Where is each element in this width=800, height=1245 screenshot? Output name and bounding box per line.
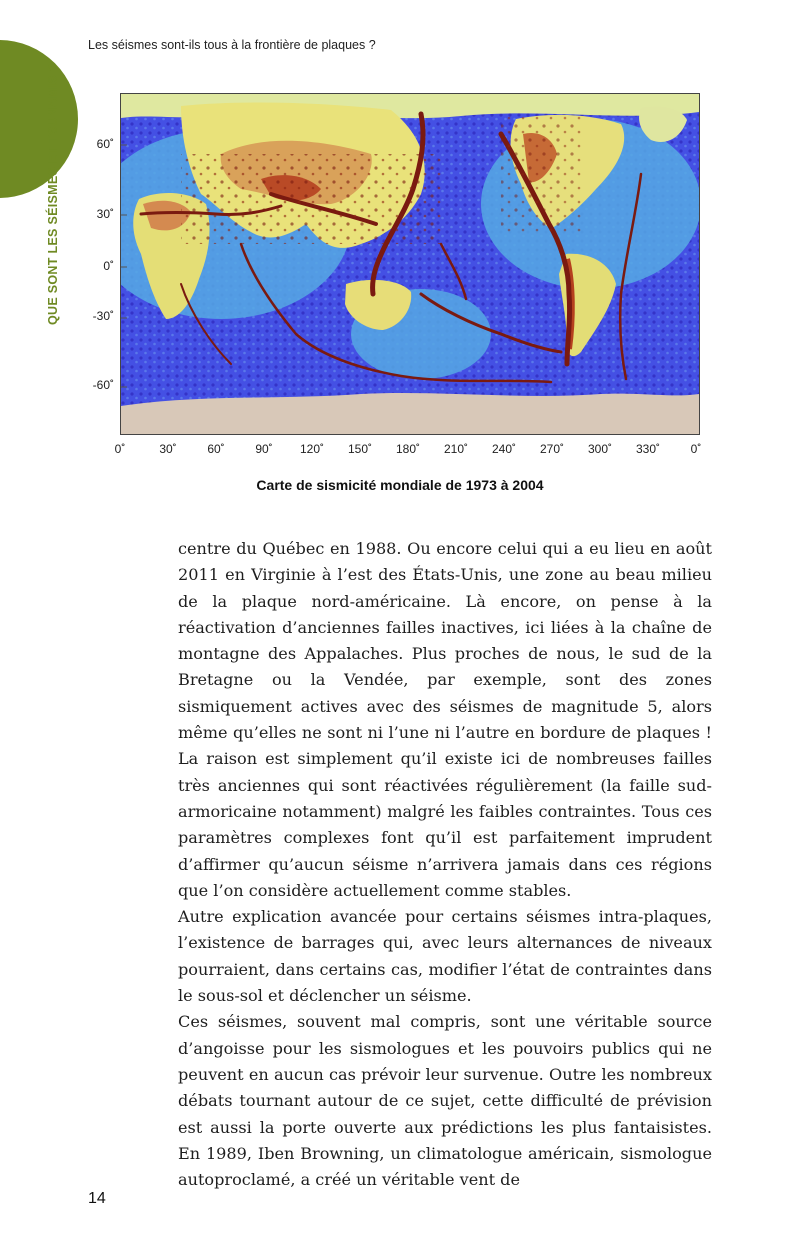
y-tick-label: 60˚ [96, 137, 114, 151]
y-tick-label: -30˚ [92, 309, 114, 323]
page-number: 14 [88, 1190, 106, 1207]
figure-caption: Carte de sismicité mondiale de 1973 à 2004 [256, 477, 544, 493]
paragraph: centre du Québec en 1988. Ou encore celui qui a eu lieu en août 2011 en Virginie à l’est des États-Unis, une zone au beau milieu de la plaque nord-américaine. Là encore, on pense à la réactivation d’anciennes failles inactives, ici liées à la chaîne de montagne des Appalaches. Plus proches de nous, le sud de la Bretagne ou la Vendée, par exemple, sont des zones sismiquement actives avec des séismes de magnitude 5, alors même qu’elles ne sont ni l’une ni l’autre en bordure de plaques ! La raison est simplement qu’il existe ici de nombreuses failles très anciennes qui sont réactivées régulièrement (la faille sud-armoricaine notamment) malgré les faibles contraintes. Tous ces paramètres complexes font qu’il est parfaitement imprudent d’affirmer qu’aucun séisme n’arrivera jamais dans ces régions que l’on considère actuellement comme stables. [178, 539, 712, 900]
x-tick-label: 180˚ [395, 442, 421, 456]
x-tick-label: 120˚ [299, 442, 325, 456]
y-tick-label: -60˚ [92, 378, 114, 392]
running-title: Les séismes sont-ils tous à la frontière de plaques ? [88, 38, 376, 52]
x-tick-label: 330˚ [635, 442, 661, 456]
y-tick-label: 0˚ [103, 259, 114, 273]
paragraph: Ces séismes, souvent mal compris, sont une véritable source d’angoisse pour les sismologues et les pouvoirs publics qui ne peuvent en aucun cas prévoir leur survenue. Outre les nombreux débats tournant autour de ce sujet, cette difficulté de prévision est aussi la porte ouverte aux prédictions les plus fantaisistes. En 1989, Iben Browning, un climatologue américain, sismologue autoproclamé, a créé un véritable vent de [178, 1012, 712, 1190]
americas-seismicity-dots [501, 114, 581, 234]
section-tab-label: QUE SONT LES SÉISMES ET TSUNAMIS ? [46, 63, 60, 325]
body-text [178, 536, 712, 1193]
world-map-graphic [121, 94, 699, 434]
paragraph: Autre explication avancée pour certains séismes intra-plaques, l’existence de barrages qui, avec leurs alternances de niveaux pourraient, dans certains cas, modifier l’état de contraintes dans le sous-sol et déclencher un séisme. [178, 907, 712, 1006]
x-tick-label: 240˚ [491, 442, 517, 456]
x-tick-label: 150˚ [347, 442, 373, 456]
x-tick-label: 90˚ [255, 442, 273, 456]
x-tick-label: 0˚ [690, 442, 702, 456]
x-tick-label: 30˚ [159, 442, 177, 456]
section-tab [0, 40, 78, 198]
seismicity-map [120, 93, 700, 435]
asia-seismicity-dots [181, 154, 441, 244]
y-tick-label: 30˚ [96, 207, 114, 221]
x-tick-label: 300˚ [587, 442, 613, 456]
x-tick-label: 210˚ [443, 442, 469, 456]
x-tick-label: 60˚ [207, 442, 225, 456]
x-tick-label: 270˚ [539, 442, 565, 456]
x-tick-label: 0˚ [114, 442, 126, 456]
antarctica-land [121, 393, 699, 434]
